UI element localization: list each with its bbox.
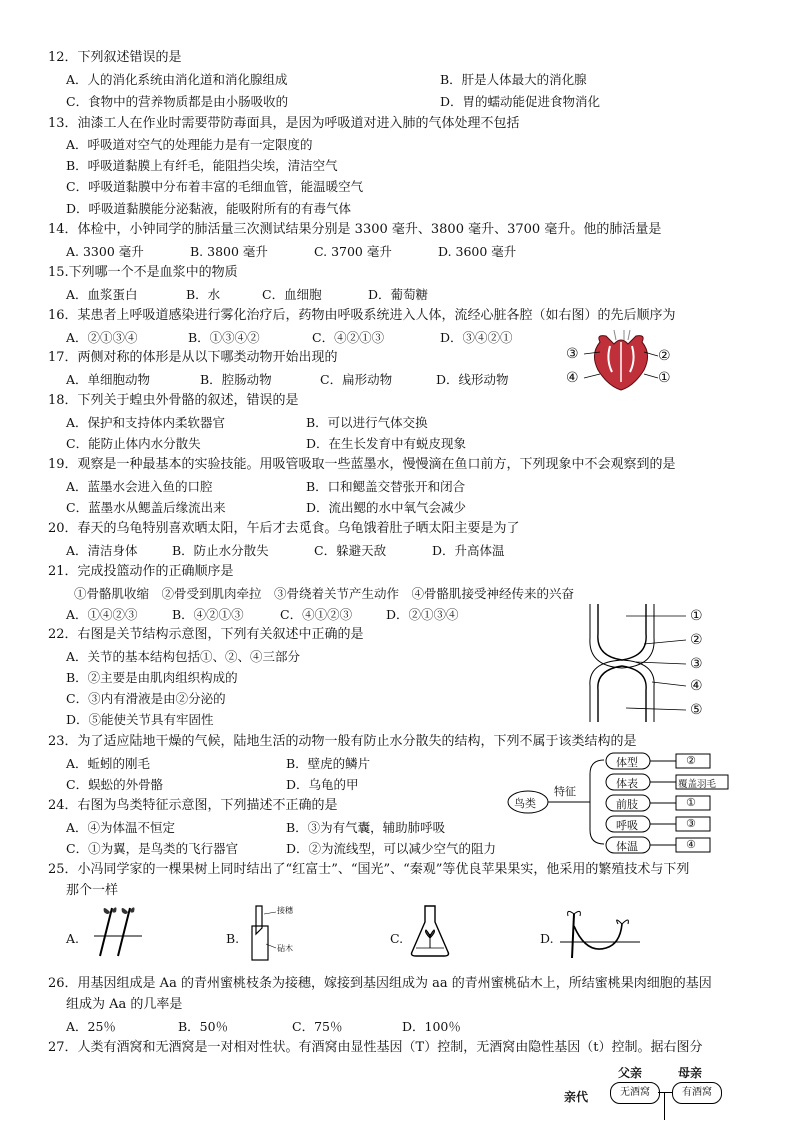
joint-upper-bone bbox=[598, 604, 646, 660]
q18-option-d[interactable]: D．在生长发育中有蜕皮现象 bbox=[306, 436, 467, 451]
question-16: 16．某患者上呼吸道感染进行雾化治疗后，药物由呼吸系统进入人体，流经心脏各腔（如右图）的先后顺序为 bbox=[48, 308, 676, 323]
joint-capsule-lower bbox=[590, 660, 654, 722]
q13-option-c[interactable]: C．呼吸道黏膜中分布着丰富的毛细血管，能温暖空气 bbox=[66, 179, 364, 194]
joint-label-3: ③ bbox=[690, 656, 703, 672]
joint-leader-2 bbox=[644, 640, 686, 644]
pedigree-mother: 母亲 bbox=[678, 1066, 703, 1080]
q23-option-b[interactable]: B．壁虎的鳞片 bbox=[286, 756, 371, 771]
q16-option-c[interactable]: C．④②①③ bbox=[312, 330, 385, 345]
grafting-scion-label: 接穗 bbox=[277, 906, 293, 915]
q23-option-a[interactable]: A．蚯蚓的刚毛 bbox=[66, 756, 151, 771]
joint-capsule-outer bbox=[590, 604, 654, 668]
bird-brace bbox=[590, 760, 604, 844]
q15-option-d[interactable]: D．葡萄糖 bbox=[368, 287, 429, 302]
q24-option-c[interactable]: C．①为翼，是鸟类的飞行器官 bbox=[66, 841, 239, 856]
q20-option-a[interactable]: A．清洁身体 bbox=[66, 543, 138, 558]
grafting-stock-label: 砧木 bbox=[277, 944, 293, 953]
heart-vessel-line bbox=[628, 330, 630, 340]
bird-val-2: 覆盖羽毛 bbox=[678, 779, 717, 790]
joint-label-4: ④ bbox=[690, 678, 703, 694]
q24-option-a[interactable]: A．④为体温不恒定 bbox=[66, 820, 176, 835]
grafting-scion bbox=[256, 906, 262, 934]
bird-val-4: ③ bbox=[686, 817, 696, 830]
tissue-culture-figure bbox=[408, 904, 452, 958]
q22-option-a[interactable]: A．关节的基本结构包括①、②、④三部分 bbox=[66, 649, 301, 664]
pedigree-generation: 亲代 bbox=[564, 1090, 589, 1104]
question-12: 12．下列叙述错误的是 bbox=[48, 50, 182, 65]
question-22: 22．右图是关节结构示意图，下列有关叙述中正确的是 bbox=[48, 627, 364, 642]
heart-leader-1 bbox=[644, 374, 658, 378]
question-17: 17．两侧对称的体形是从以下哪类动物开始出现的 bbox=[48, 350, 338, 365]
q15-option-b[interactable]: B．水 bbox=[186, 287, 221, 302]
q15-option-c[interactable]: C．血细胞 bbox=[262, 287, 322, 302]
bird-feature-diagram bbox=[506, 752, 732, 856]
q25-option-c[interactable]: C. bbox=[390, 931, 404, 946]
bird-root-label: 鸟类 bbox=[514, 797, 536, 810]
q17-option-a[interactable]: A．单细胞动物 bbox=[66, 372, 151, 387]
q21-option-c[interactable]: C．④①②③ bbox=[280, 607, 353, 622]
joint-diagram bbox=[586, 604, 716, 722]
flask-outline bbox=[412, 906, 449, 956]
q21-items: ①骨骼肌收缩 ②骨受到肌肉牵拉 ③骨绕着关节产生动作 ④骨骼肌接受神经传来的兴奋 bbox=[74, 586, 575, 601]
q23-option-c[interactable]: C．蜈蚣的外骨骼 bbox=[66, 777, 164, 792]
q12-option-b[interactable]: B．肝是人体最大的消化腺 bbox=[440, 72, 587, 87]
layering-leaves-2 bbox=[617, 920, 629, 924]
q16-option-a[interactable]: A．②①③④ bbox=[66, 330, 138, 345]
grafting-figure bbox=[244, 900, 304, 962]
question-18: 18．下列关于蝗虫外骨骼的叙述，错误的是 bbox=[48, 393, 299, 408]
q18-option-c[interactable]: C．能防止体内水分散失 bbox=[66, 436, 201, 451]
q22-option-d[interactable]: D．⑤能使关节具有牢固性 bbox=[66, 712, 214, 727]
heart-label-1: ① bbox=[658, 370, 671, 386]
q22-option-b[interactable]: B．②主要是由肌肉组织构成的 bbox=[66, 670, 238, 685]
question-27: 27．人类有酒窝和无酒窝是一对相对性状。有酒窝由显性基因（T）控制，无酒窝由隐性基因（t）控制。据右图分 bbox=[48, 1040, 703, 1055]
heart-label-3: ③ bbox=[566, 346, 579, 362]
q21-option-b[interactable]: B．④②①③ bbox=[172, 607, 244, 622]
question-13: 13．油漆工人在作业时需要带防毒面具，是因为呼吸道对进入肺的气体处理不包括 bbox=[48, 116, 520, 131]
bird-val-5: ④ bbox=[686, 838, 696, 851]
joint-label-1: ① bbox=[690, 608, 703, 624]
q24-option-b[interactable]: B．③为有气囊，辅助肺呼吸 bbox=[286, 820, 446, 835]
flask-plantlet bbox=[426, 930, 435, 948]
q20-option-c[interactable]: C．躲避天敌 bbox=[314, 543, 387, 558]
pedigree-descent-line bbox=[664, 1092, 665, 1120]
q25-option-d[interactable]: D. bbox=[540, 931, 554, 946]
joint-leader-5 bbox=[626, 708, 686, 710]
q15-option-a[interactable]: A．血浆蛋白 bbox=[66, 287, 138, 302]
q18-option-a[interactable]: A．保护和支持体内柔软器官 bbox=[66, 415, 226, 430]
bird-key-1: 体型 bbox=[616, 756, 638, 769]
q18-option-b[interactable]: B．可以进行气体交换 bbox=[306, 415, 428, 430]
bird-key-3: 前肢 bbox=[616, 798, 638, 811]
bird-val-3: ① bbox=[686, 796, 696, 809]
question-24: 24．右图为鸟类特征示意图，下列描述不正确的是 bbox=[48, 798, 338, 813]
layering-parent-stem bbox=[572, 914, 574, 958]
joint-lower-bone bbox=[598, 666, 646, 722]
bird-val-1: ② bbox=[686, 754, 696, 767]
joint-leader-3 bbox=[636, 662, 686, 664]
bird-key-2: 体表 bbox=[616, 777, 638, 790]
q24-option-d[interactable]: D．②为流线型，可以减少空气的阻力 bbox=[286, 841, 497, 856]
q19-option-d[interactable]: D．流出鳃的水中氧气会减少 bbox=[306, 500, 467, 515]
q20-option-b[interactable]: B．防止水分散失 bbox=[172, 543, 269, 558]
q19-option-c[interactable]: C．蓝墨水从鳃盖后缘流出来 bbox=[66, 500, 226, 515]
cutting-stem-2 bbox=[118, 908, 130, 956]
q14-option-d[interactable]: D. 3600 毫升 bbox=[438, 244, 517, 259]
q17-option-c[interactable]: C．扁形动物 bbox=[320, 372, 393, 387]
heart-label-4: ④ bbox=[566, 370, 579, 386]
q17-option-b[interactable]: B．腔肠动物 bbox=[200, 372, 272, 387]
flask-svg bbox=[408, 904, 452, 958]
question-19: 19．观察是一种最基本的实验技能。用吸管吸取一些蓝墨水，慢慢滴在鱼口前方，下列现象中不会观察到的是 bbox=[48, 457, 676, 472]
heart-vessel-line bbox=[614, 330, 616, 340]
pedigree-marriage-line bbox=[658, 1092, 672, 1093]
grafting-stock bbox=[252, 926, 268, 960]
bird-key-4: 呼吸 bbox=[616, 819, 638, 832]
q26-option-c[interactable]: C．75％ bbox=[292, 1019, 343, 1034]
q14-option-c[interactable]: C. 3700 毫升 bbox=[314, 244, 392, 259]
pedigree-diagram bbox=[560, 1064, 730, 1120]
pedigree-mother-box: 有酒窝 bbox=[672, 1082, 722, 1104]
q16-option-b[interactable]: B．①③④② bbox=[188, 330, 260, 345]
cutting-svg bbox=[92, 902, 148, 958]
pedigree-father-box: 无酒窝 bbox=[610, 1082, 660, 1104]
question-15: 15.下列哪一个不是血浆中的物质 bbox=[48, 265, 238, 280]
q19-option-b[interactable]: B．口和鳃盖交替张开和闭合 bbox=[306, 479, 466, 494]
q14-option-b[interactable]: B. 3800 毫升 bbox=[190, 244, 268, 259]
grafting-svg bbox=[244, 900, 304, 962]
q17-option-d[interactable]: D．线形动物 bbox=[436, 372, 509, 387]
layering-bent-branch bbox=[574, 924, 622, 949]
q13-option-b[interactable]: B．呼吸道黏膜上有纤毛，能阻挡尖埃，清洁空气 bbox=[66, 158, 338, 173]
q25-option-b[interactable]: B. bbox=[226, 931, 240, 946]
q26-option-d[interactable]: D．100％ bbox=[402, 1019, 461, 1034]
q12-option-a[interactable]: A．人的消化系统由消化道和消化腺组成 bbox=[66, 72, 288, 87]
question-26: 26．用基因组成是 Aa 的青州蜜桃枝条为接穗，嫁接到基因组成为 aa 的青州蜜桃砧木上，所结蜜桃果肉细胞的基因 bbox=[48, 976, 712, 991]
q16-option-d[interactable]: D．③④②① bbox=[440, 330, 513, 345]
q21-option-d[interactable]: D．②①③④ bbox=[386, 607, 459, 622]
q19-option-a[interactable]: A．蓝墨水会进入鱼的口腔 bbox=[66, 479, 213, 494]
cutting-stem-1 bbox=[100, 908, 112, 956]
bird-key-5: 体温 bbox=[616, 840, 638, 853]
q26-option-a[interactable]: A．25％ bbox=[66, 1019, 116, 1034]
q13-option-a[interactable]: A．呼吸道对空气的处理能力是有一定限度的 bbox=[66, 137, 313, 152]
pedigree-father: 父亲 bbox=[618, 1066, 643, 1080]
q20-option-d[interactable]: D．升高体温 bbox=[432, 543, 505, 558]
layering-figure bbox=[560, 904, 640, 960]
q26-option-b[interactable]: B．50％ bbox=[178, 1019, 229, 1034]
grafting-leader-scion bbox=[264, 912, 276, 914]
q12-option-c[interactable]: C．食物中的营养物质都是由小肠吸收的 bbox=[66, 94, 289, 109]
question-23: 23．为了适应陆地干燥的气候，陆地生活的动物一般有防止水分散失的结构，下列不属于该类结构的是 bbox=[48, 734, 637, 749]
layering-svg bbox=[560, 904, 640, 960]
joint-label-2: ② bbox=[690, 632, 703, 648]
question-25-cont: 那个一样 bbox=[66, 883, 119, 898]
bird-feature-label: 特征 bbox=[554, 785, 576, 798]
question-25: 25．小冯同学家的一棵果树上同时结出了“红富士”、“国光”、“秦观”等优良苹果果实，他采用的繁殖技术与下列 bbox=[48, 862, 690, 877]
q13-option-d[interactable]: D．呼吸道黏膜能分泌黏液，能吸附所有的有毒气体 bbox=[66, 201, 352, 216]
q14-option-a[interactable]: A. 3300 毫升 bbox=[66, 244, 144, 259]
heart-diagram bbox=[566, 330, 676, 392]
question-14: 14．体检中，小钟同学的肺活量三次测试结果分别是 3300 毫升、3800 毫升、3700 毫升。他的肺活量是 bbox=[48, 222, 662, 237]
q23-option-d[interactable]: D．乌龟的甲 bbox=[286, 777, 359, 792]
question-26-cont: 组成为 Aa 的几率是 bbox=[66, 997, 183, 1012]
heart-leader-4 bbox=[584, 374, 600, 378]
q22-option-c[interactable]: C．③内有滑液是由②分泌的 bbox=[66, 691, 226, 706]
question-20: 20．春天的乌龟特别喜欢晒太阳，午后才去觅食。乌龟饿着肚子晒太阳主要是为了 bbox=[48, 521, 520, 536]
joint-leader-4 bbox=[652, 682, 686, 686]
q21-option-a[interactable]: A．①④②③ bbox=[66, 607, 138, 622]
q12-option-d[interactable]: D．胃的蠕动能促进食物消化 bbox=[440, 94, 601, 109]
question-21: 21．完成投篮动作的正确顺序是 bbox=[48, 564, 234, 579]
q25-option-a[interactable]: A. bbox=[66, 931, 80, 946]
joint-label-5: ⑤ bbox=[690, 702, 703, 718]
heart-label-2: ② bbox=[658, 348, 671, 364]
cutting-figure bbox=[92, 902, 148, 958]
